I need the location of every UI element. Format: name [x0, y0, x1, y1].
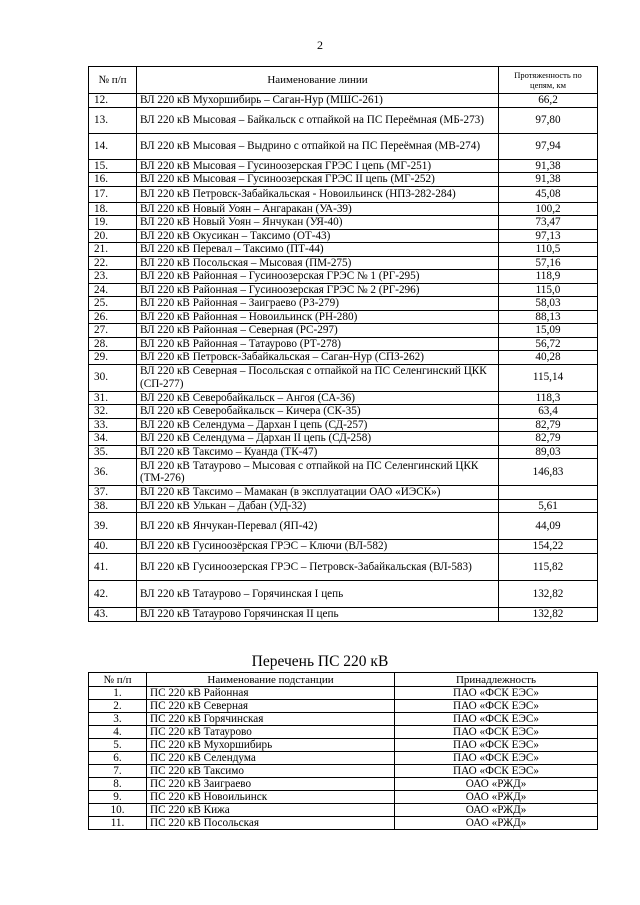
line-length: 63,4	[499, 405, 598, 419]
column-header-number: № п/п	[89, 67, 137, 94]
table-row	[89, 297, 598, 311]
line-name: ВЛ 220 кВ Районная – Заиграево (РЗ-279)	[137, 297, 499, 311]
row-number: 38.	[89, 499, 137, 513]
substation-name: ПС 220 кВ Горячинская	[147, 713, 395, 726]
line-name: ВЛ 220 кВ Новый Уоян – Ангаракан (УА-39)	[137, 202, 499, 216]
table-row	[89, 752, 598, 765]
row-number: 41.	[89, 554, 137, 581]
line-name: ВЛ 220 кВ Петровск-Забайкальская - Новоильинск (НПЗ-282-284)	[137, 186, 499, 202]
table-row	[89, 256, 598, 270]
column-header-length: Протяженность по цепям, км	[499, 67, 598, 94]
table-row	[89, 778, 598, 791]
power-lines-table	[88, 66, 598, 622]
row-number: 28.	[89, 337, 137, 351]
line-length: 97,94	[499, 133, 598, 159]
substation-owner: ПАО «ФСК ЕЭС»	[395, 765, 598, 778]
line-name: ВЛ 220 кВ Янчукан-Перевал (ЯП-42)	[137, 513, 499, 540]
line-name: ВЛ 220 кВ Гусиноозерская ГРЭС – Петровск-Забайкальская (ВЛ-583)	[137, 554, 499, 581]
table-row	[89, 202, 598, 216]
line-length: 118,9	[499, 270, 598, 284]
substation-name: ПС 220 кВ Посольская	[147, 817, 395, 830]
table-row	[89, 418, 598, 432]
line-name: ВЛ 220 кВ Таксимо – Куанда (ТК-47)	[137, 445, 499, 459]
row-number: 2.	[89, 700, 147, 713]
table-row	[89, 310, 598, 324]
section-title: Перечень ПС 220 кВ	[251, 653, 389, 670]
table-row	[89, 173, 598, 187]
row-number: 36.	[89, 459, 137, 486]
line-length: 15,09	[499, 324, 598, 338]
row-number: 20.	[89, 229, 137, 243]
line-name: ВЛ 220 кВ Селендума – Дархан II цепь (СД-258)	[137, 432, 499, 446]
row-number: 11.	[89, 817, 147, 830]
table-row	[89, 324, 598, 338]
table-row	[89, 405, 598, 419]
substation-name: ПС 220 кВ Районная	[147, 687, 395, 700]
row-number: 25.	[89, 297, 137, 311]
table-row	[89, 791, 598, 804]
row-number: 5.	[89, 739, 147, 752]
table-row	[89, 351, 598, 365]
row-number: 43.	[89, 608, 137, 622]
table-row	[89, 817, 598, 830]
row-number: 34.	[89, 432, 137, 446]
line-name: ВЛ 220 кВ Мысовая – Выдрино с отпайкой на ПС Переёмная (МВ-274)	[137, 133, 499, 159]
table-row	[89, 133, 598, 159]
table-row	[89, 391, 598, 405]
substations-table	[88, 672, 598, 830]
row-number: 26.	[89, 310, 137, 324]
substation-owner: ПАО «ФСК ЕЭС»	[395, 713, 598, 726]
substation-name: ПС 220 кВ Мухоршибирь	[147, 739, 395, 752]
row-number: 15.	[89, 159, 137, 173]
line-length: 82,79	[499, 418, 598, 432]
line-length: 44,09	[499, 513, 598, 540]
row-number: 32.	[89, 405, 137, 419]
row-number: 42.	[89, 581, 137, 608]
table-row	[89, 270, 598, 284]
line-name: ВЛ 220 кВ Татаурово – Мысовая с отпайкой на ПС Селенгинский ЦКК (ТМ-276)	[137, 459, 499, 486]
line-length: 115,82	[499, 554, 598, 581]
row-number: 13.	[89, 107, 137, 133]
table-row	[89, 229, 598, 243]
table-row	[89, 540, 598, 554]
line-name: ВЛ 220 кВ Северобайкальск – Ангоя (СА-36)	[137, 391, 499, 405]
substation-owner: ОАО «РЖД»	[395, 804, 598, 817]
line-name: ВЛ 220 кВ Гусиноозёрская ГРЭС – Ключи (ВЛ-582)	[137, 540, 499, 554]
row-number: 39.	[89, 513, 137, 540]
row-number: 6.	[89, 752, 147, 765]
table-row	[89, 445, 598, 459]
line-name: ВЛ 220 кВ Перевал – Таксимо (ПТ-44)	[137, 243, 499, 257]
row-number: 29.	[89, 351, 137, 365]
row-number: 9.	[89, 791, 147, 804]
row-number: 24.	[89, 283, 137, 297]
table-row	[89, 159, 598, 173]
table-header-row	[89, 67, 598, 94]
line-length: 110,5	[499, 243, 598, 257]
line-name: ВЛ 220 кВ Мысовая – Байкальск с отпайкой на ПС Переёмная (МБ-273)	[137, 107, 499, 133]
row-number: 21.	[89, 243, 137, 257]
table-row	[89, 804, 598, 817]
substation-owner: ПАО «ФСК ЕЭС»	[395, 726, 598, 739]
line-length: 97,80	[499, 107, 598, 133]
line-length: 97,13	[499, 229, 598, 243]
line-name: ВЛ 220 кВ Мухоршибирь – Саган-Нур (МШС-261)	[137, 94, 499, 108]
row-number: 37.	[89, 486, 137, 500]
row-number: 14.	[89, 133, 137, 159]
table-row	[89, 94, 598, 108]
table-row	[89, 739, 598, 752]
line-length: 66,2	[499, 94, 598, 108]
line-length: 40,28	[499, 351, 598, 365]
substation-owner: ПАО «ФСК ЕЭС»	[395, 700, 598, 713]
substation-name: ПС 220 кВ Кижа	[147, 804, 395, 817]
page-number: 2	[317, 38, 323, 52]
table-row	[89, 432, 598, 446]
line-name: ВЛ 220 кВ Новый Уоян – Янчукан (УЯ-40)	[137, 216, 499, 230]
substation-name: ПС 220 кВ Татаурово	[147, 726, 395, 739]
line-length: 146,83	[499, 459, 598, 486]
line-name: ВЛ 220 кВ Окусикан – Таксимо (ОТ-43)	[137, 229, 499, 243]
table-row	[89, 687, 598, 700]
row-number: 33.	[89, 418, 137, 432]
line-name: ВЛ 220 кВ Посольская – Мысовая (ПМ-275)	[137, 256, 499, 270]
table-row	[89, 700, 598, 713]
table-row	[89, 713, 598, 726]
table-row	[89, 581, 598, 608]
column-header-number: № п/п	[89, 673, 147, 687]
row-number: 1.	[89, 687, 147, 700]
row-number: 35.	[89, 445, 137, 459]
line-length: 89,03	[499, 445, 598, 459]
row-number: 12.	[89, 94, 137, 108]
row-number: 23.	[89, 270, 137, 284]
column-header-owner: Принадлежность	[395, 673, 598, 687]
table-row	[89, 726, 598, 739]
line-length: 91,38	[499, 173, 598, 187]
table-row	[89, 243, 598, 257]
line-length: 73,47	[499, 216, 598, 230]
line-name: ВЛ 220 кВ Районная – Новоильинск (РН-280)	[137, 310, 499, 324]
row-number: 19.	[89, 216, 137, 230]
substation-name: ПС 220 кВ Северная	[147, 700, 395, 713]
table-row	[89, 364, 598, 391]
line-length: 5,61	[499, 499, 598, 513]
line-name: ВЛ 220 кВ Северобайкальск – Кичера (СК-35)	[137, 405, 499, 419]
substation-name: ПС 220 кВ Таксимо	[147, 765, 395, 778]
row-number: 10.	[89, 804, 147, 817]
row-number: 3.	[89, 713, 147, 726]
line-length: 132,82	[499, 608, 598, 622]
line-name: ВЛ 220 кВ Районная – Татаурово (РТ-278)	[137, 337, 499, 351]
row-number: 4.	[89, 726, 147, 739]
row-number: 8.	[89, 778, 147, 791]
line-length	[499, 486, 598, 500]
line-name: ВЛ 220 кВ Таксимо – Мамакан (в эксплуатации ОАО «ИЭСК»)	[137, 486, 499, 500]
substation-name: ПС 220 кВ Заиграево	[147, 778, 395, 791]
line-length: 115,0	[499, 283, 598, 297]
line-name: ВЛ 220 кВ Районная – Гусиноозерская ГРЭС № 2 (РГ-296)	[137, 283, 499, 297]
table-row	[89, 608, 598, 622]
line-name: ВЛ 220 кВ Петровск-Забайкальская – Саган-Нур (СПЗ-262)	[137, 351, 499, 365]
line-name: ВЛ 220 кВ Районная – Гусиноозерская ГРЭС № 1 (РГ-295)	[137, 270, 499, 284]
substation-owner: ОАО «РЖД»	[395, 791, 598, 804]
line-name: ВЛ 220 кВ Мысовая – Гусиноозерская ГРЭС II цепь (МГ-252)	[137, 173, 499, 187]
substation-owner: ПАО «ФСК ЕЭС»	[395, 752, 598, 765]
substation-owner: ПАО «ФСК ЕЭС»	[395, 739, 598, 752]
row-number: 31.	[89, 391, 137, 405]
line-length: 45,08	[499, 186, 598, 202]
column-header-line-name: Наименование линии	[137, 67, 499, 94]
line-length: 57,16	[499, 256, 598, 270]
line-name: ВЛ 220 кВ Татаурово – Горячинская I цепь	[137, 581, 499, 608]
line-name: ВЛ 220 кВ Районная – Северная (РС-297)	[137, 324, 499, 338]
row-number: 40.	[89, 540, 137, 554]
row-number: 16.	[89, 173, 137, 187]
line-length: 88,13	[499, 310, 598, 324]
substation-name: ПС 220 кВ Новоильинск	[147, 791, 395, 804]
line-length: 56,72	[499, 337, 598, 351]
table-row	[89, 554, 598, 581]
substation-name: ПС 220 кВ Селендума	[147, 752, 395, 765]
row-number: 22.	[89, 256, 137, 270]
row-number: 30.	[89, 364, 137, 391]
line-name: ВЛ 220 кВ Мысовая – Гусиноозерская ГРЭС I цепь (МГ-251)	[137, 159, 499, 173]
row-number: 17.	[89, 186, 137, 202]
line-length: 132,82	[499, 581, 598, 608]
table-row	[89, 486, 598, 500]
table-row	[89, 765, 598, 778]
line-name: ВЛ 220 кВ Северная – Посольская с отпайкой на ПС Селенгинский ЦКК (СП-277)	[137, 364, 499, 391]
line-length: 154,22	[499, 540, 598, 554]
substation-owner: ОАО «РЖД»	[395, 778, 598, 791]
line-length: 118,3	[499, 391, 598, 405]
line-length: 115,14	[499, 364, 598, 391]
table-row	[89, 513, 598, 540]
table-row	[89, 459, 598, 486]
table-header-row	[89, 673, 598, 687]
table-row	[89, 337, 598, 351]
substation-owner: ОАО «РЖД»	[395, 817, 598, 830]
substation-owner: ПАО «ФСК ЕЭС»	[395, 687, 598, 700]
table-row	[89, 283, 598, 297]
line-length: 58,03	[499, 297, 598, 311]
line-name: ВЛ 220 кВ Улькан – Дабан (УД-32)	[137, 499, 499, 513]
line-name: ВЛ 220 кВ Селендума – Дархан I цепь (СД-257)	[137, 418, 499, 432]
row-number: 27.	[89, 324, 137, 338]
table-row	[89, 186, 598, 202]
table-row	[89, 499, 598, 513]
table-row	[89, 216, 598, 230]
line-length: 100,2	[499, 202, 598, 216]
row-number: 18.	[89, 202, 137, 216]
table-row	[89, 107, 598, 133]
column-header-substation-name: Наименование подстанции	[147, 673, 395, 687]
line-length: 82,79	[499, 432, 598, 446]
row-number: 7.	[89, 765, 147, 778]
line-length: 91,38	[499, 159, 598, 173]
line-name: ВЛ 220 кВ Татаурово Горячинская II цепь	[137, 608, 499, 622]
